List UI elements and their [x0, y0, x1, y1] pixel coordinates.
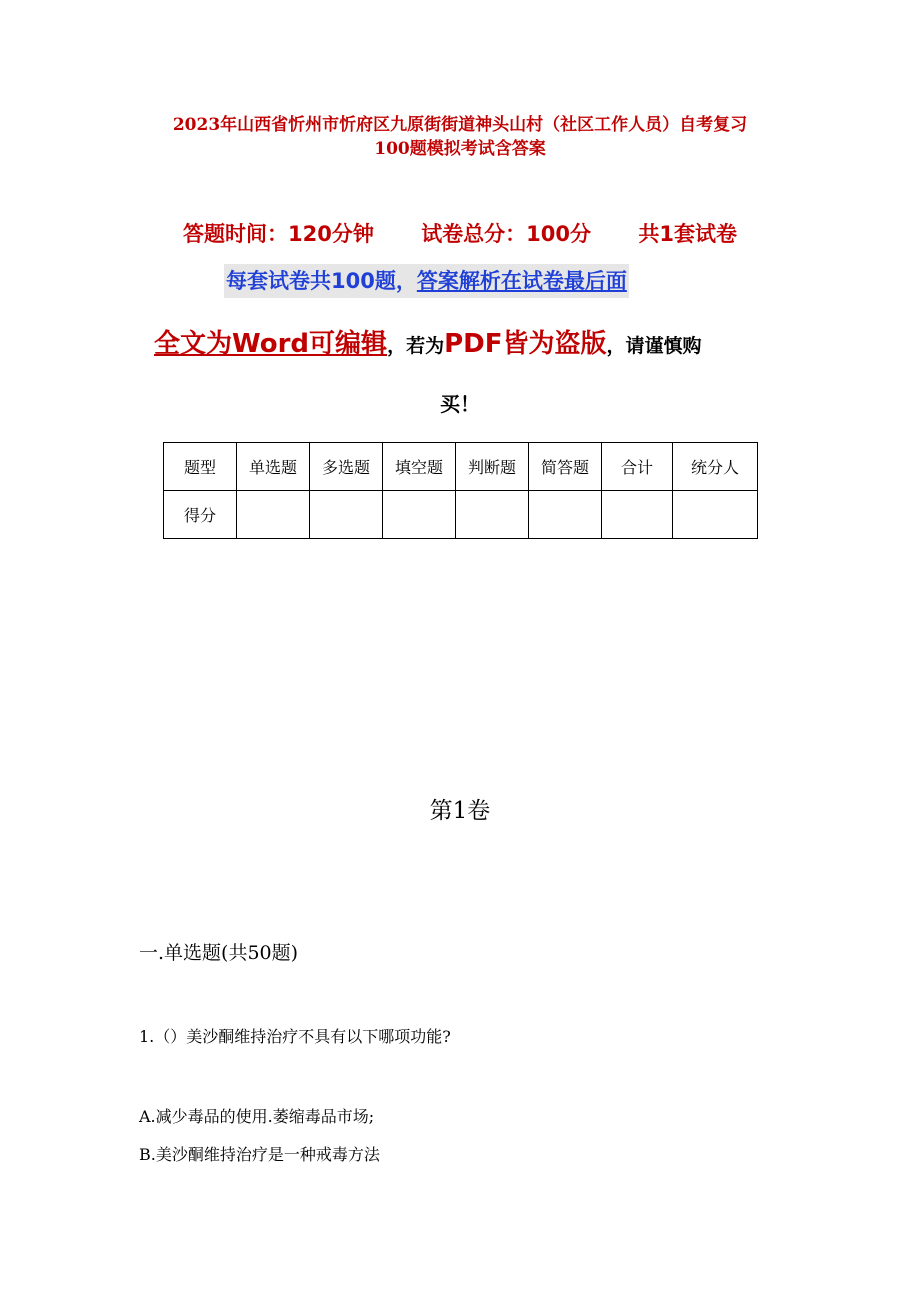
warning-pdf-piracy: PDF皆为盗版 — [444, 329, 607, 359]
question-text: 1.（）美沙酮维持治疗不具有以下哪项功能? — [139, 1027, 451, 1046]
exam-set-count: 共1套试卷 — [638, 222, 737, 246]
document-title-line2: 100题模拟考试含答案 — [374, 139, 546, 159]
header-cell-type: 题型 — [164, 443, 237, 491]
warning-caution: ，请谨慎购 — [606, 335, 702, 357]
header-cell-total: 合计 — [602, 443, 673, 491]
notice-row — [224, 264, 629, 298]
warning-row — [154, 324, 702, 367]
question-option-b: B.美沙酮维持治疗是一种戒毒方法 — [139, 1145, 380, 1164]
exam-info-row — [0, 218, 920, 248]
score-cell — [456, 491, 529, 539]
score-cell — [237, 491, 310, 539]
section-title: 一.单选题(共50题) — [139, 942, 299, 964]
header-cell-fill-blank: 填空题 — [383, 443, 456, 491]
score-row-label: 得分 — [164, 491, 237, 539]
score-table-header-row — [164, 443, 758, 491]
warning-editable: 全文为Word可编辑 — [154, 329, 388, 359]
header-cell-multiple-choice: 多选题 — [310, 443, 383, 491]
exam-time: 答题时间：120分钟 — [183, 222, 374, 246]
warning-connector: ，若为 — [387, 335, 445, 357]
warning-line2: 买！ — [440, 392, 480, 416]
question-option-a: A.减少毒品的使用.萎缩毒品市场; — [139, 1107, 375, 1126]
score-table — [163, 442, 758, 539]
header-cell-scorer: 统分人 — [673, 443, 758, 491]
header-cell-single-choice: 单选题 — [237, 443, 310, 491]
score-cell — [310, 491, 383, 539]
notice-question-count: 每套试卷共100题， — [226, 269, 417, 293]
notice-answer-location: 答案解析在试卷最后面 — [416, 269, 627, 293]
score-cell — [383, 491, 456, 539]
header-cell-short-answer: 简答题 — [529, 443, 602, 491]
score-cell — [673, 491, 758, 539]
header-cell-true-false: 判断题 — [456, 443, 529, 491]
volume-title: 第1卷 — [429, 798, 491, 824]
score-cell — [602, 491, 673, 539]
score-table-score-row — [164, 491, 758, 539]
exam-total-score: 试卷总分：100分 — [421, 222, 592, 246]
score-cell — [529, 491, 602, 539]
document-title-line1: 2023年山西省忻州市忻府区九原街街道神头山村（社区工作人员）自考复习 — [172, 115, 748, 135]
